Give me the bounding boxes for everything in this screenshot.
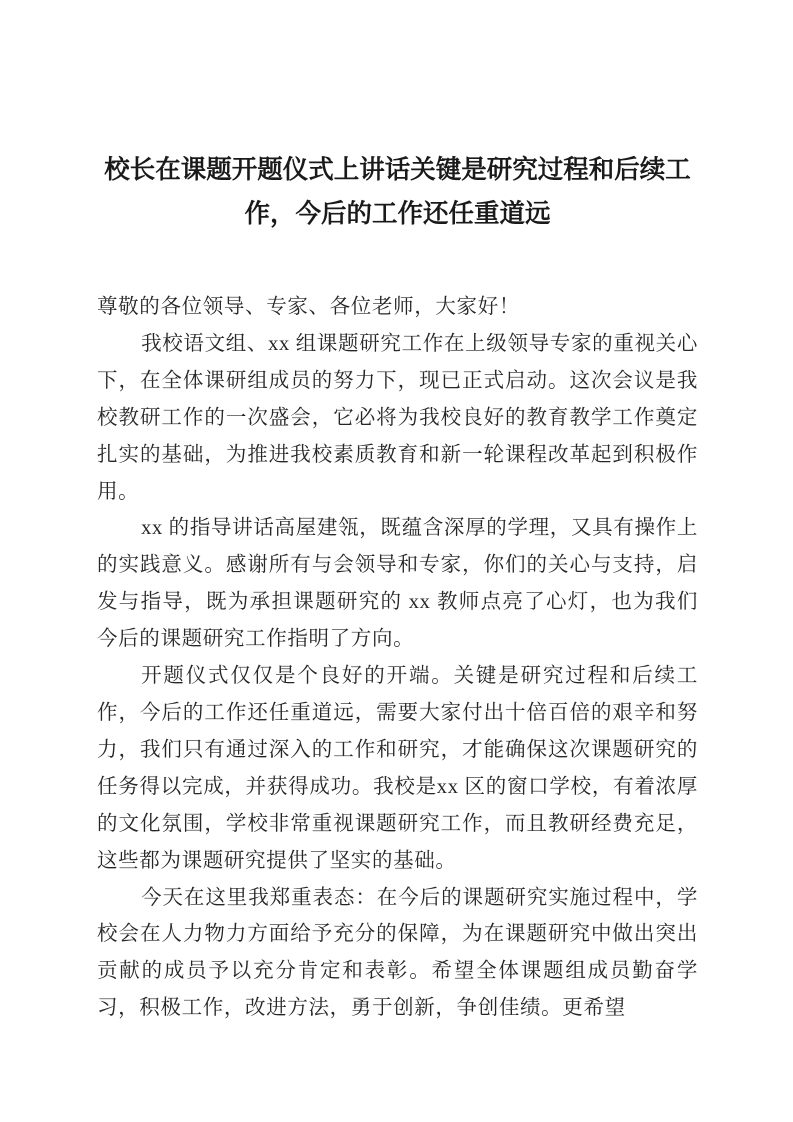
document-title: 校长在课题开题仪式上讲话关键是研究过程和后续工作，今后的工作还任重道远: [104, 156, 691, 228]
document-content: [97, 148, 698, 1027]
title-body-spacer: [97, 236, 698, 289]
paragraph-1: 我校语文组、xx 组课题研究工作在上级领导专家的重视关心下，在全体课研组成员的努力下，现已正式启动。这次会议是我校教研工作的一次盛会，它必将为我校良好的教育教学工作奠定扎实的基础，为推进我校素质教育和新一轮课程改革起到积极作用。: [97, 332, 698, 503]
paragraph-salutation: 尊敬的各位领导、专家、各位老师，大家好！: [97, 296, 520, 318]
paragraph-3: 开题仪式仅仅是个良好的开端。关键是研究过程和后续工作，今后的工作还任重道远，需要大家付出十倍百倍的艰辛和努力，我们只有通过深入的工作和研究，才能确保这次课题研究的任务得以完成，并获得成功。我校是xx 区的窗口学校，有着浓厚的文化氛围，学校非常重视课题研究工作，而且教研经费充足，这些都为课题研究提供了坚实的基础。: [97, 665, 698, 872]
paragraph-4: 今天在这里我郑重表态：在今后的课题研究实施过程中，学校会在人力物力方面给予充分的保障，为在课题研究中做出突出贡献的成员予以充分肯定和表彰。希望全体课题组成员勤奋学习，积极工作，改进方法，勇于创新，争创佳绩。更希望: [97, 886, 698, 1020]
paragraph-2: xx 的指导讲话高屋建瓴，既蕴含深厚的学理，又具有操作上的实践意义。感谢所有与会领导和专家，你们的关心与支持，启发与指导，既为承担课题研究的 xx 教师点亮了心灯，也为我们今后的课题研究工作指明了方向。: [97, 517, 698, 651]
